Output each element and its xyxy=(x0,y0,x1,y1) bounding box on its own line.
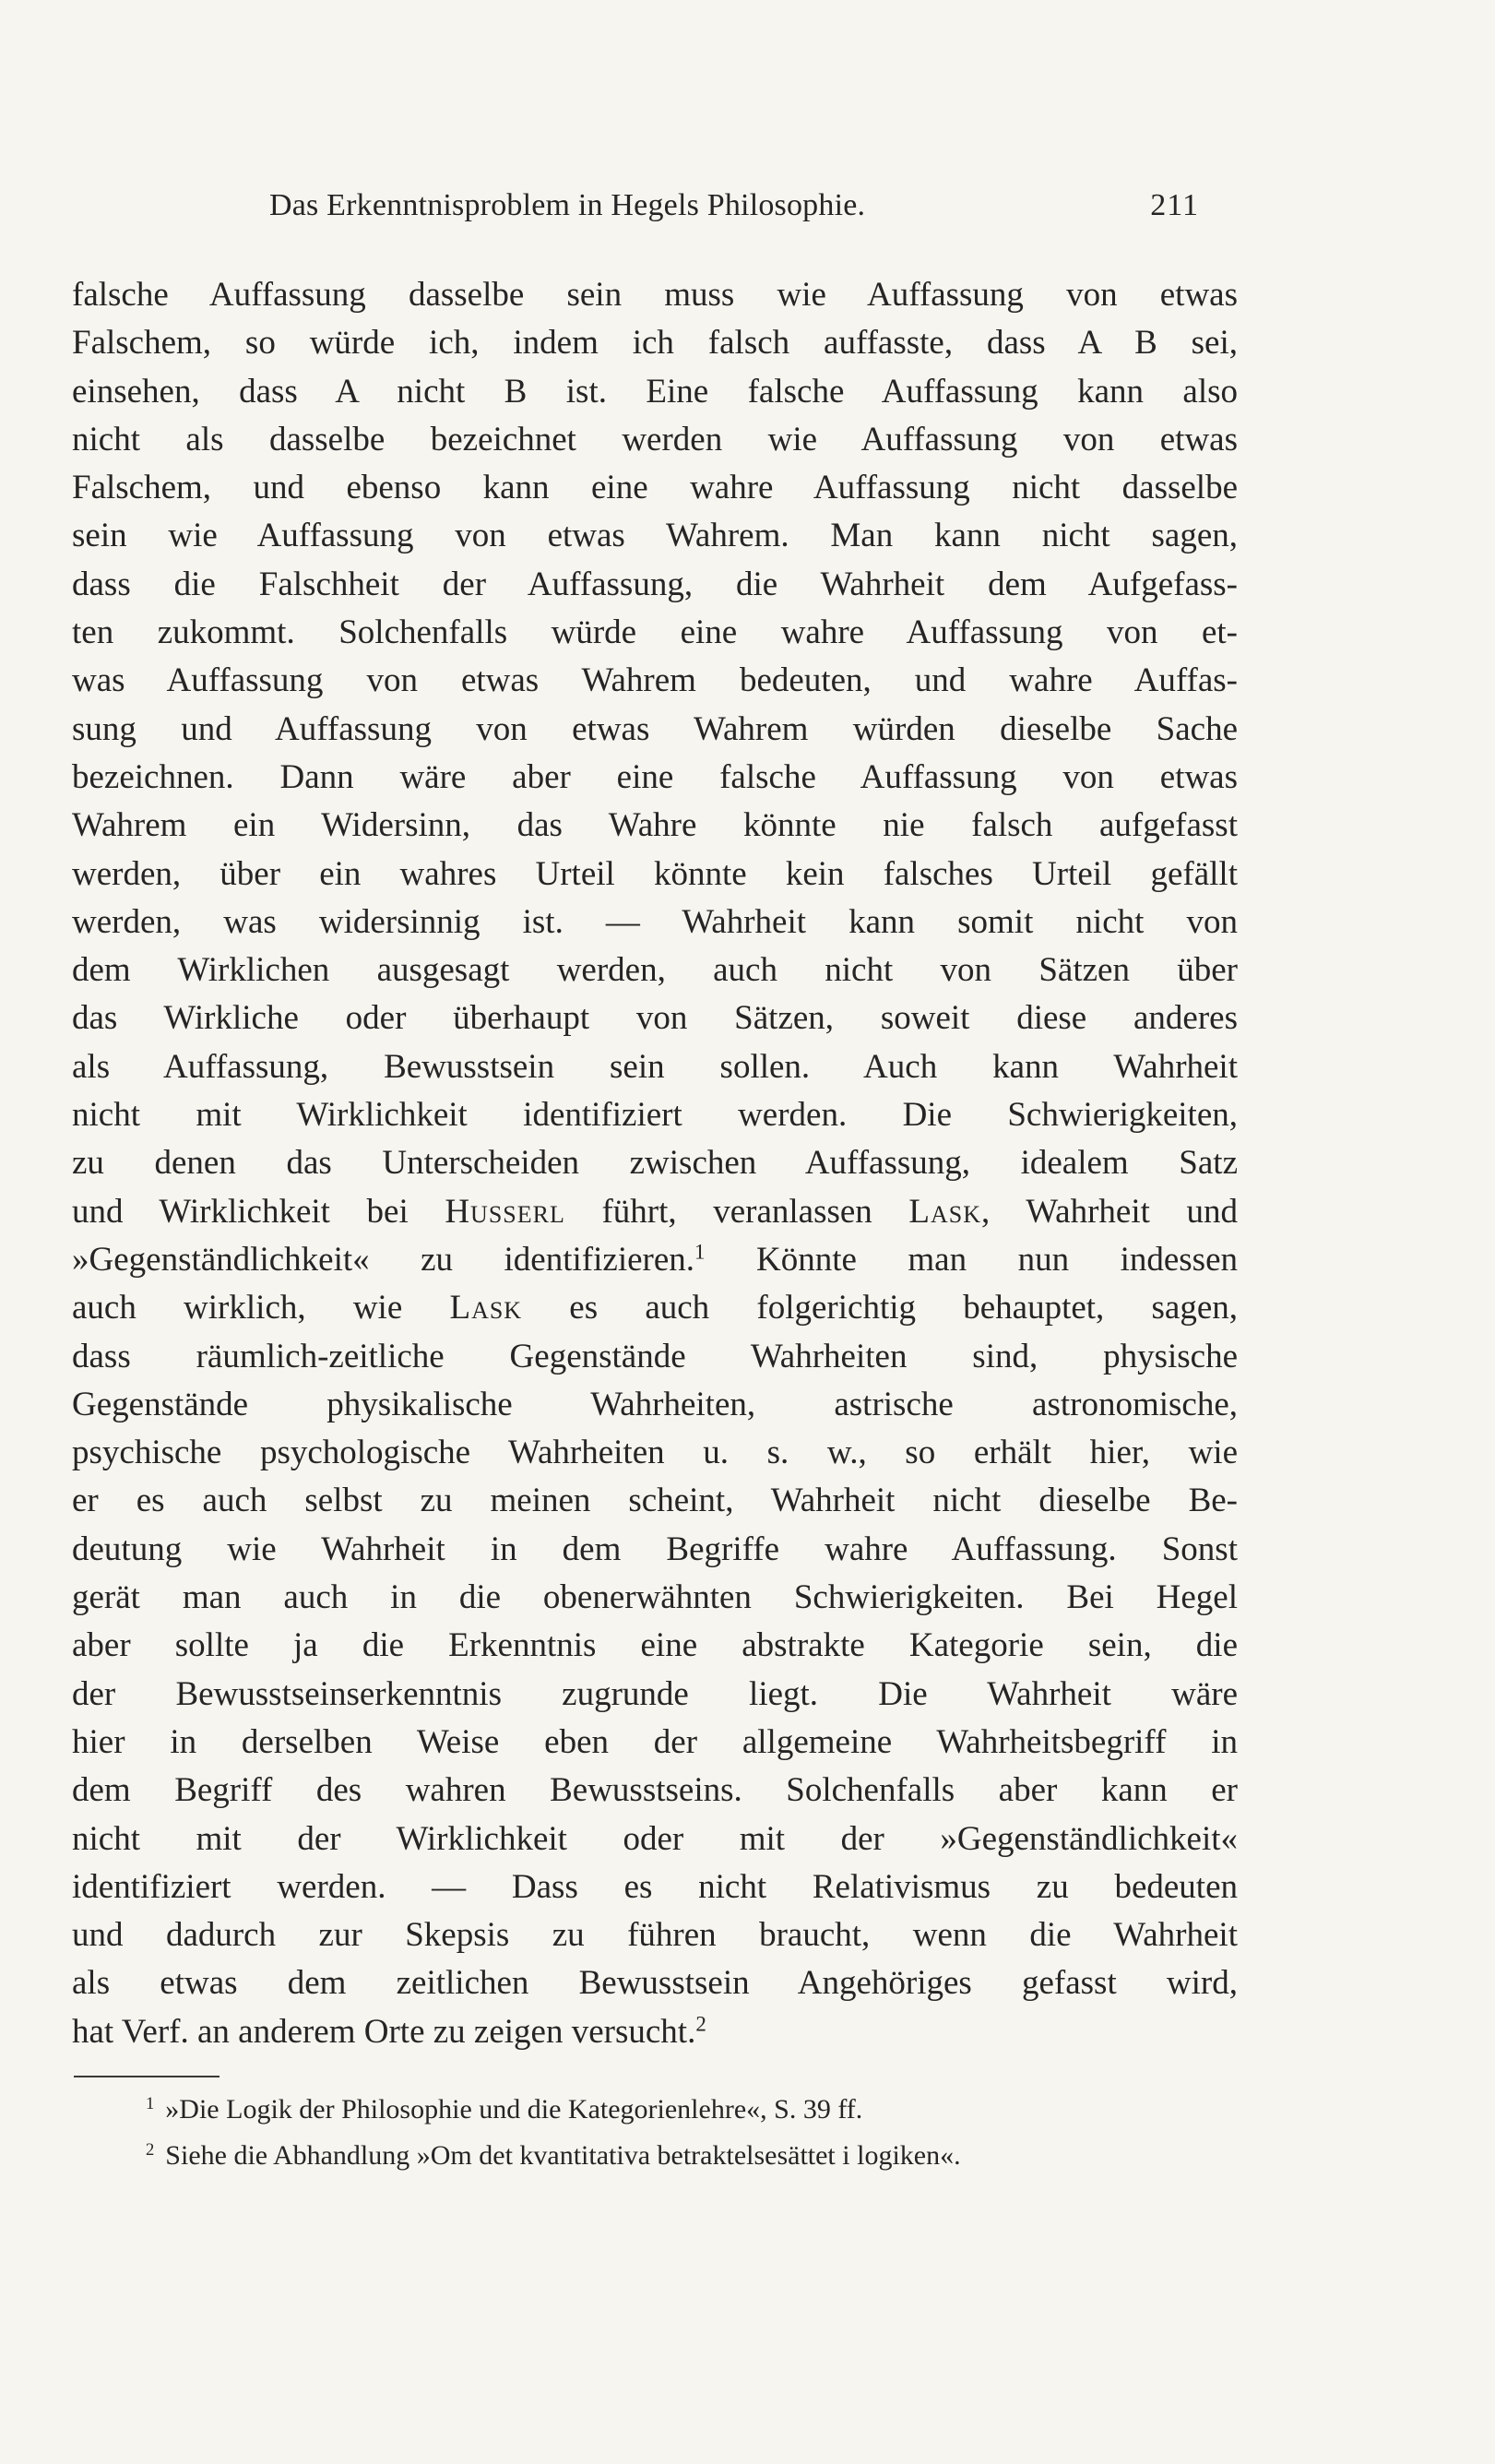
text-line: das Wirkliche oder überhaupt von Sätzen, soweit diese anderes xyxy=(72,999,1238,1038)
text-fragment: führt, veranlassen xyxy=(564,1192,909,1231)
text-line: Falschem, so würde ich, indem ich falsch auffasste, dass A B sei, xyxy=(72,324,1238,363)
text-line: psychische psychologische Wahrheiten u. s. w., so erhält hier, wie xyxy=(72,1434,1238,1472)
text-line: Wahrem ein Widersinn, das Wahre könnte nie falsch aufgefasst xyxy=(72,806,1238,845)
text-line: Gegenstände physikalische Wahrheiten, astrische astronomische, xyxy=(72,1385,1238,1423)
text-line: sein wie Auffassung von etwas Wahrem. Man kann nicht sagen, xyxy=(72,517,1238,555)
text-line: werden, was widersinnig ist. — Wahrheit kann somit nicht von xyxy=(72,902,1238,941)
page-number: 211 xyxy=(1150,188,1199,222)
text-line: gerät man auch in die obenerwähnten Schwierigkeiten. Bei Hegel xyxy=(72,1578,1238,1617)
text-line: hier in derselben Weise eben der allgemeine Wahrheitsbegriff in xyxy=(72,1722,1238,1761)
footnote-text: »Die Logik der Philosophie und die Kategorienlehre«, S. 39 ff. xyxy=(165,2094,863,2125)
text-line: werden, über ein wahres Urteil könnte kein falsches Urteil gefällt xyxy=(72,854,1238,893)
text-fragment: es auch folgerichtig behauptet, sagen, xyxy=(522,1289,1238,1327)
text-fragment: auch wirklich, wie xyxy=(72,1289,450,1327)
text-fragment: , Wahrheit und xyxy=(981,1192,1238,1231)
text-line: sung und Auffassung von etwas Wahrem würden dieselbe Sache xyxy=(72,709,1238,748)
text-line xyxy=(72,1188,1238,1236)
footnote xyxy=(146,2087,1252,2133)
text-line: zu denen das Unterscheiden zwischen Auffassung, idealem Satz xyxy=(72,1144,1238,1183)
footnotes xyxy=(146,2087,1252,2179)
footnote-text: Siehe die Abhandlung »Om det kvantitativa betraktelsesättet i logiken«. xyxy=(165,2140,961,2171)
text-line xyxy=(72,1284,1238,1332)
footnote-mark: 2 xyxy=(146,2139,155,2160)
text-line: dem Begriff des wahren Bewusstseins. Solchenfalls aber kann er xyxy=(72,1771,1238,1810)
footnote-ref: 2 xyxy=(695,2012,706,2036)
author-name-husserl: Husserl xyxy=(445,1192,565,1231)
text-line: nicht mit der Wirklichkeit oder mit der »Gegenständlichkeit« xyxy=(72,1819,1238,1858)
text-line: aber sollte ja die Erkenntnis eine abstrakte Kategorie sein, die xyxy=(72,1626,1238,1665)
text-line: er es auch selbst zu meinen scheint, Wahrheit nicht dieselbe Be- xyxy=(72,1482,1238,1520)
text-line: als etwas dem zeitlichen Bewusstsein Angehöriges gefasst wird, xyxy=(72,1964,1238,2003)
text-line: und dadurch zur Skepsis zu führen braucht, wenn die Wahrheit xyxy=(72,1916,1238,1955)
text-line: ten zukommt. Solchenfalls würde eine wahre Auffassung von et- xyxy=(72,613,1238,652)
text-line: nicht mit Wirklichkeit identifiziert werden. Die Schwierigkeiten, xyxy=(72,1096,1238,1135)
text-line: was Auffassung von etwas Wahrem bedeuten, und wahre Auffas- xyxy=(72,661,1238,700)
text-fragment: und Wirklichkeit bei xyxy=(72,1192,445,1231)
text-fragment: Könnte man nun indessen xyxy=(705,1240,1238,1279)
text-fragment: »Gegenständlichkeit« zu identifizieren. xyxy=(72,1240,695,1279)
footnote-ref: 1 xyxy=(694,1240,706,1264)
text-line: dass räumlich-zeitliche Gegenstände Wahrheiten sind, physische xyxy=(72,1337,1238,1375)
footnote xyxy=(146,2133,1252,2179)
text-line: Falschem, und ebenso kann eine wahre Auffassung nicht dasselbe xyxy=(72,469,1238,507)
footnote-rule xyxy=(74,2076,220,2077)
text-line: als Auffassung, Bewusstsein sein sollen. Auch kann Wahrheit xyxy=(72,1047,1238,1086)
text-line: einsehen, dass A nicht B ist. Eine falsche Auffassung kann also xyxy=(72,372,1238,411)
text-line: nicht als dasselbe bezeichnet werden wie Auffassung von etwas xyxy=(72,420,1238,458)
author-name-lask: Lask xyxy=(908,1192,982,1231)
author-name-lask: Lask xyxy=(449,1289,523,1327)
running-title: Das Erkenntnisproblem in Hegels Philosophie. xyxy=(269,188,866,222)
text-line: falsche Auffassung dasselbe sein muss wie Auffassung von etwas xyxy=(72,276,1238,314)
text-fragment: hat Verf. an anderem Orte zu zeigen versucht. xyxy=(72,2012,696,2051)
text-line: der Bewusstseinserkenntnis zugrunde liegt. Die Wahrheit wäre xyxy=(72,1674,1238,1713)
body-text xyxy=(72,271,1238,2056)
text-line: deutung wie Wahrheit in dem Begriffe wahre Auffassung. Sonst xyxy=(72,1530,1238,1568)
footnote-mark: 1 xyxy=(146,2093,155,2113)
text-line: identifiziert werden. — Dass es nicht Relativismus zu bedeuten xyxy=(72,1867,1238,1906)
text-line: dem Wirklichen ausgesagt werden, auch nicht von Sätzen über xyxy=(72,951,1238,990)
text-line xyxy=(72,1236,1238,1284)
text-line: dass die Falschheit der Auffassung, die Wahrheit dem Aufgefass- xyxy=(72,565,1238,603)
text-line xyxy=(72,2008,1238,2056)
text-line: bezeichnen. Dann wäre aber eine falsche Auffassung von etwas xyxy=(72,757,1238,796)
